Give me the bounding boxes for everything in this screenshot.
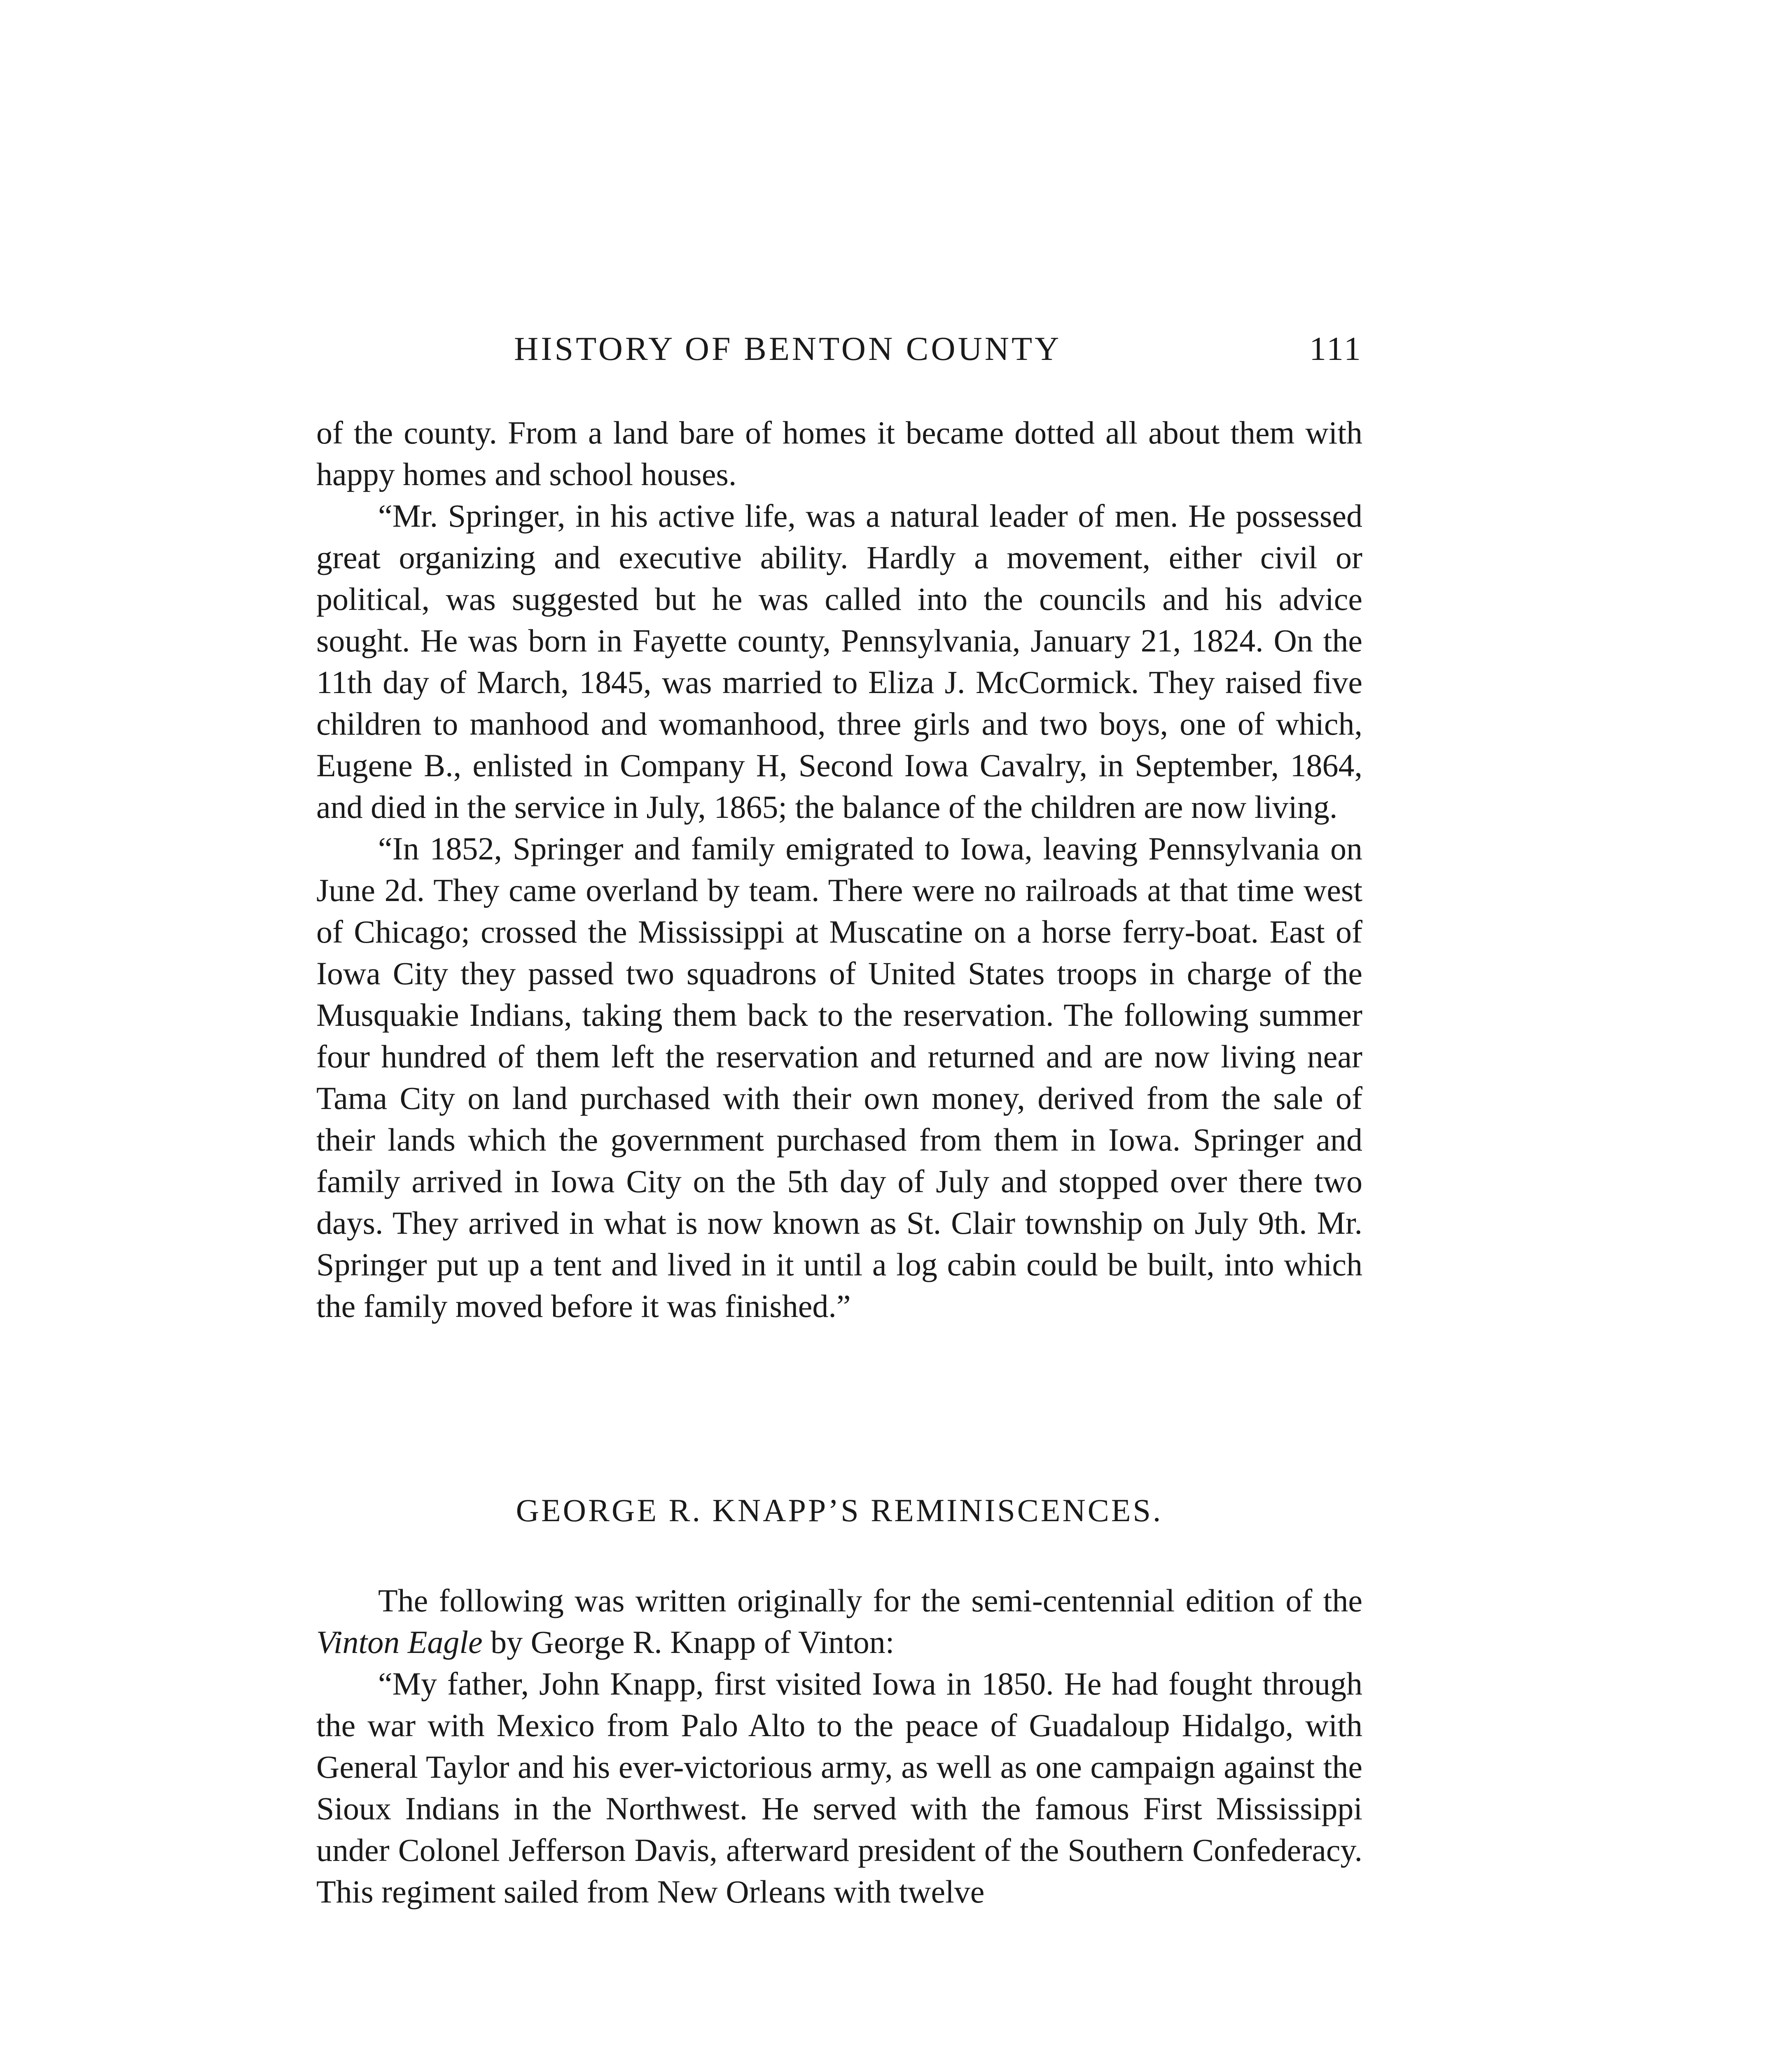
paragraph-springer-emigration: “In 1852, Springer and family emigrated to Iowa, leaving Pennsylvania on June 2d. They came overland by team. There were no railroads at that time west of Chicago; crossed the Mississippi at Muscatine on a horse ferry-boat. East of Iowa City they passed two squadrons of United States troops in charge of the Musquakie Indians, taking them back to the reservation. The following summer four hundred of them left the reservation and returned and are now living near Tama City on land purchased with their own money, derived from the sale of their lands which the government purchased from them in Iowa. Springer and family arrived in Iowa City on the 5th day of July and stopped over there two days. They arrived in what is now known as St. Clair township on July 9th. Mr. Springer put up a tent and lived in it until a log cabin could be built, into which the family moved before it was finished.” [316, 831, 1362, 1324]
paragraph-intro [316, 1580, 1362, 1663]
body-text [316, 412, 1362, 1912]
running-head-title: HISTORY OF BENTON COUNTY [514, 330, 1062, 367]
paragraph-knapp-quote: “My father, John Knapp, first visited Iowa in 1850. He had fought through the war with Mexico from Palo Alto to the peace of Guadaloup Hidalgo, with General Taylor and his ever-victorious army, as well as one campaign against the Sioux Indians in the Northwest. He served with the famous First Mississippi under Colonel Jefferson Davis, afterward president of the Southern Confederacy. This regiment sailed from New Orleans with twelve [316, 1666, 1362, 1910]
paragraph-springer-life: “Mr. Springer, in his active life, was a natural leader of men. He possessed great organizing and executive ability. Hardly a movement, either civil or political, was suggested but he was called into the councils and his advice sought. He was born in Fayette county, Pennsylvania, January 21, 1824. On the 11th day of March, 1845, was married to Eliza J. McCormick. They raised five children to manhood and womanhood, three girls and two boys, one of which, Eugene B., enlisted in Company H, Second Iowa Cavalry, in September, 1864, and died in the service in July, 1865; the balance of the children are now living. [316, 498, 1362, 825]
heading-gap [316, 1531, 1362, 1580]
section-gap [316, 1327, 1362, 1489]
running-head [316, 317, 1362, 375]
section-heading: GEORGE R. KNAPP’S REMINISCENCES. [516, 1492, 1163, 1528]
paragraph-continuation: of the county. From a land bare of homes it became dotted all about them with happy homes and school houses. [316, 415, 1362, 492]
intro-text-before: The following was written originally for the semi-centennial edition of the [378, 1583, 1362, 1618]
page-number: 111 [1309, 330, 1362, 367]
intro-text-after: by George R. Knapp of Vinton: [482, 1624, 895, 1660]
newspaper-title: Vinton Eagle [316, 1624, 483, 1660]
book-page [316, 317, 1362, 1912]
